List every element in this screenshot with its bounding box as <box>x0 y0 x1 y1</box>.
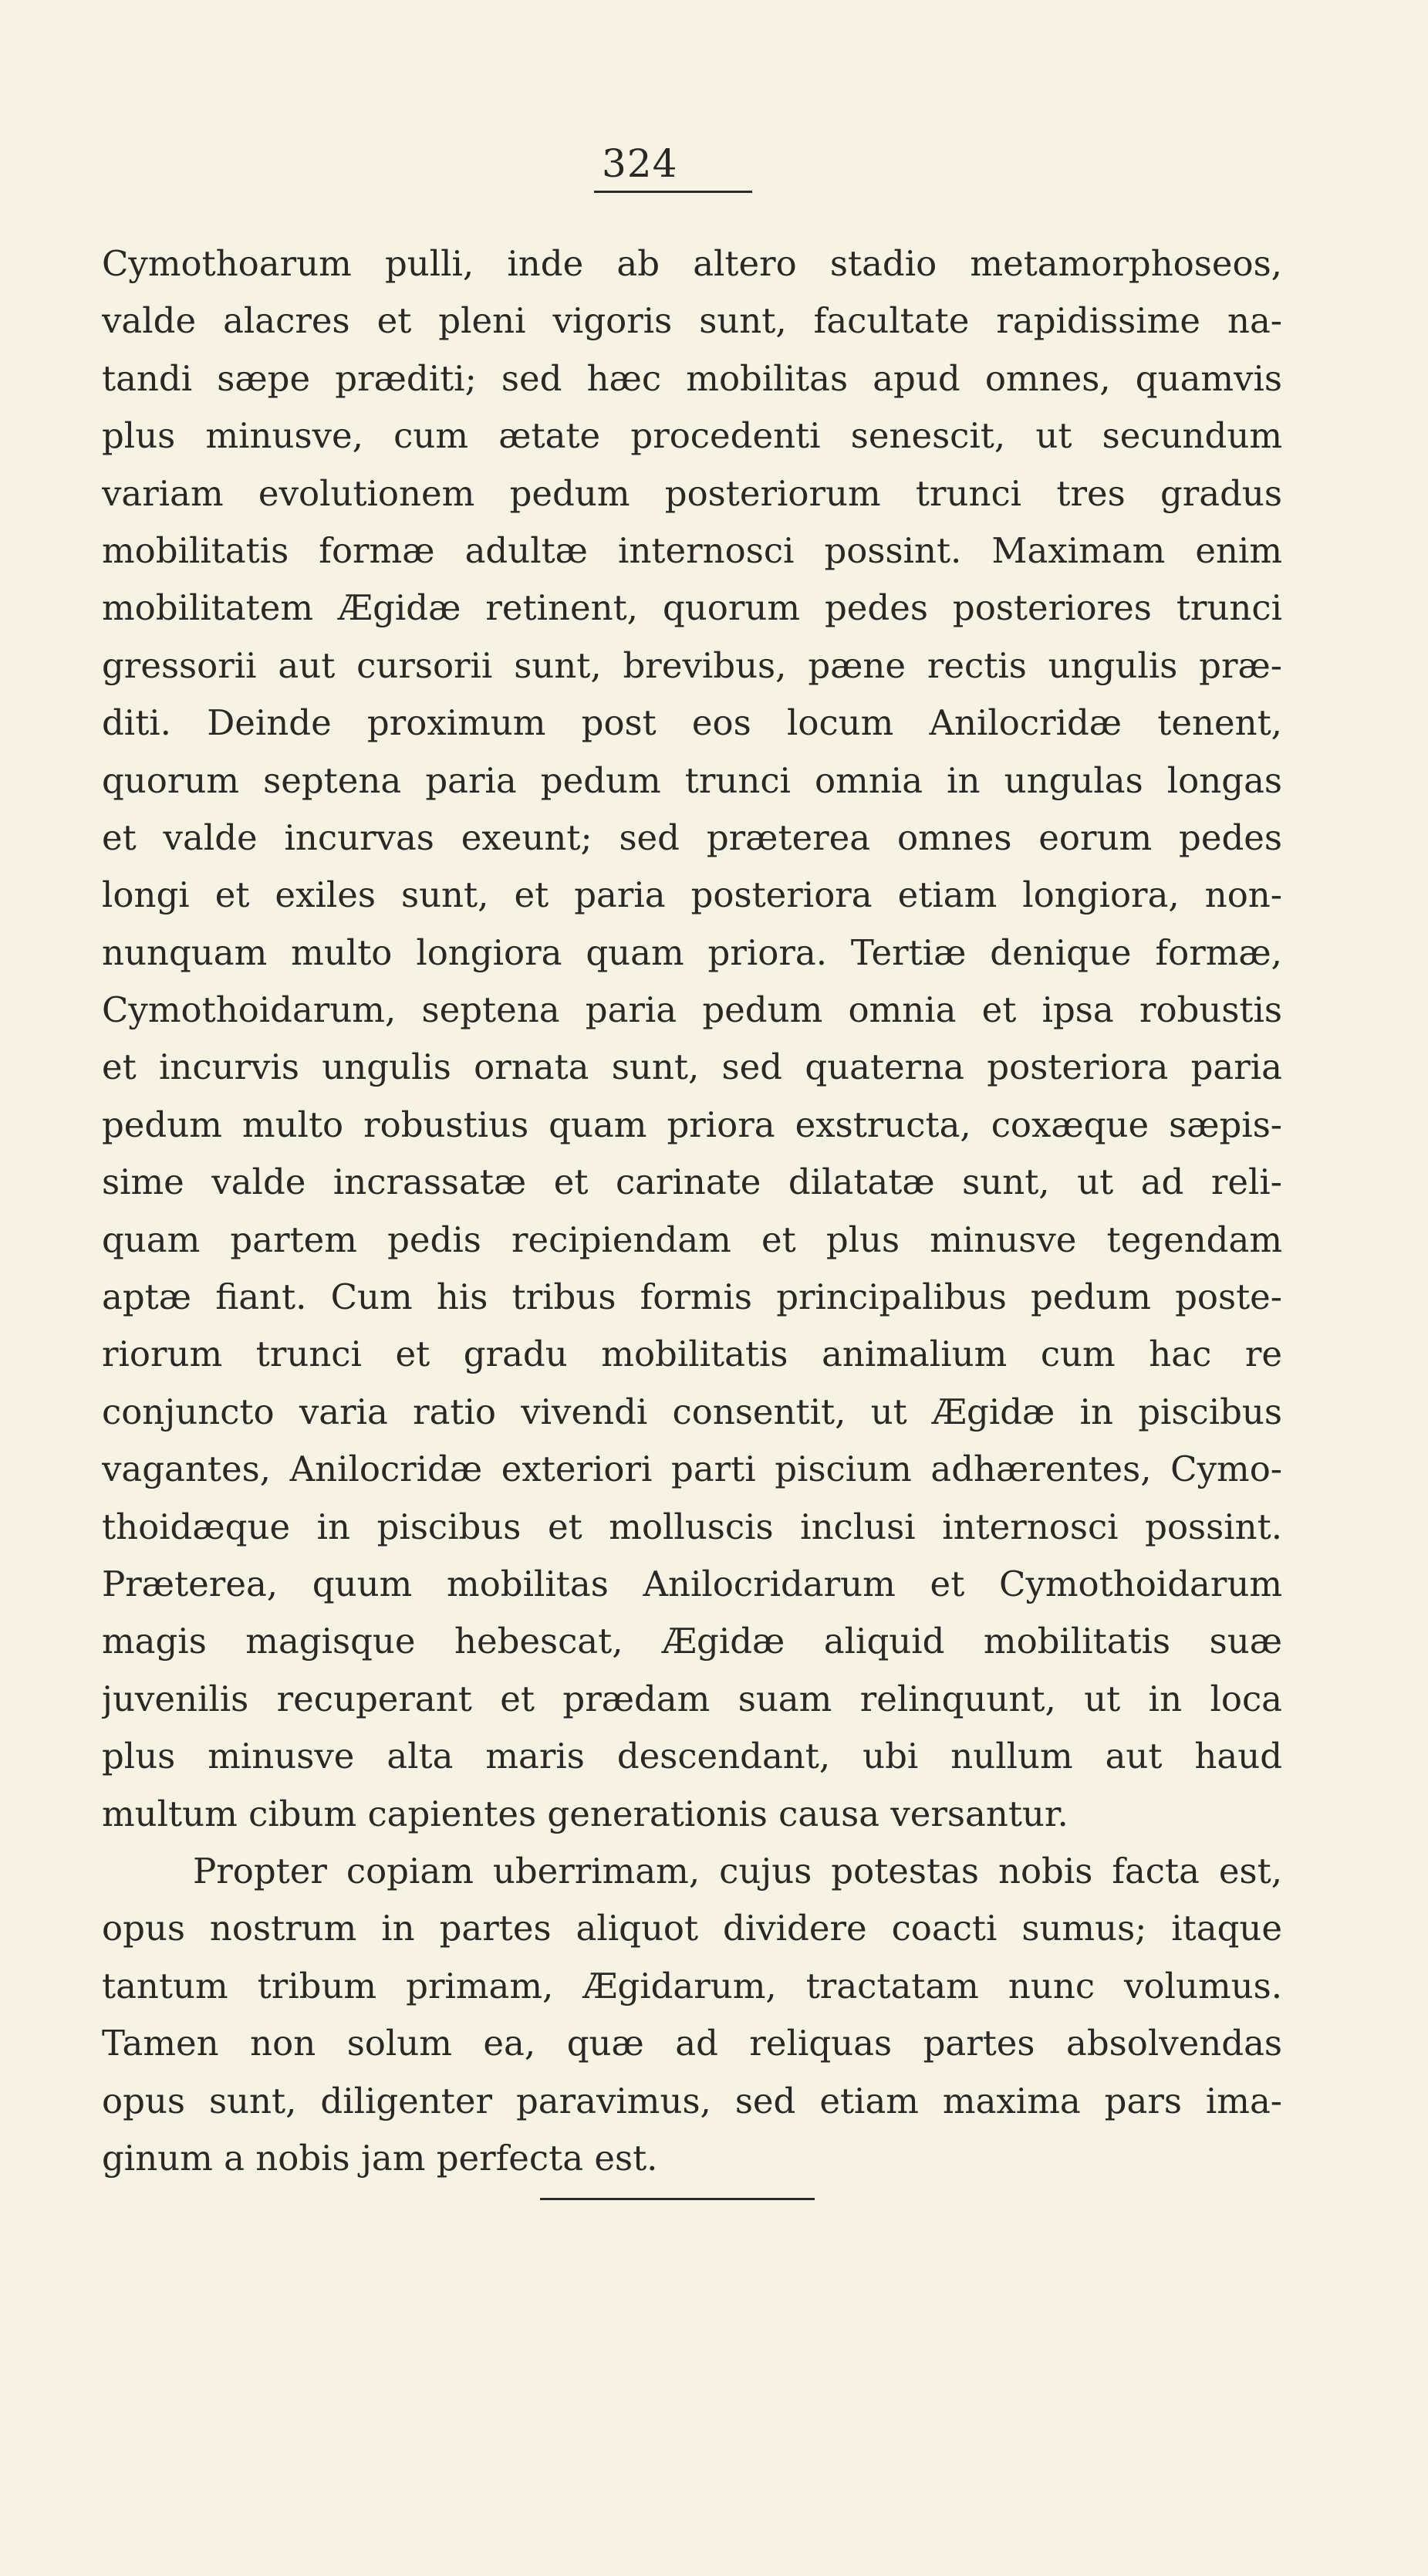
text-line: Tamen non solum ea, quæ ad reliquas partes absolvendas <box>102 2023 1282 2064</box>
text-line: vagantes, Anilocridæ exteriori parti piscium adhærentes, Cymo- <box>102 1449 1282 1490</box>
text-line: conjuncto varia ratio vivendi consentit, ut Ægidæ in piscibus <box>102 1391 1282 1432</box>
text-line: quorum septena paria pedum trunci omnia in ungulas longas <box>102 759 1282 801</box>
text-line: multum cibum capientes generationis causa versantur. <box>102 1793 1068 1834</box>
text-line: Propter copiam uberrimam, cujus potestas nobis facta est, <box>193 1850 1282 1891</box>
text-line: thoidæque in piscibus et molluscis inclusi internosci possint. <box>102 1506 1282 1547</box>
text-line: Cymothoidarum, septena paria pedum omnia et ipsa robustis <box>102 989 1282 1031</box>
text-line: gressorii aut cursorii sunt, brevibus, pæne rectis ungulis præ- <box>102 644 1282 686</box>
text-line: et incurvis ungulis ornata sunt, sed quaterna posteriora paria <box>102 1046 1282 1088</box>
text-line: Cymothoarum pulli, inde ab altero stadio metamorphoseos, <box>102 243 1282 284</box>
text-line: opus sunt, diligenter paravimus, sed etiam maxima pars ima- <box>102 2080 1282 2121</box>
text-line: magis magisque hebescat, Ægidæ aliquid mobilitatis suæ <box>102 1621 1282 1662</box>
text-line: juvenilis recuperant et prædam suam relinquunt, ut in loca <box>102 1678 1282 1719</box>
text-line: riorum trunci et gradu mobilitatis animalium cum hac re <box>102 1334 1282 1375</box>
text-line: ginum a nobis jam perfecta est. <box>102 2137 658 2179</box>
text-line: nunquam multo longiora quam priora. Tertiæ denique formæ, <box>102 931 1282 973</box>
text-line: valde alacres et pleni vigoris sunt, facultate rapidissime na- <box>102 300 1282 342</box>
body-text <box>102 235 1282 2187</box>
text-line: sime valde incrassatæ et carinate dilatatæ sunt, ut ad reli- <box>102 1161 1282 1203</box>
paragraph-1 <box>102 235 1282 1843</box>
paragraph-2 <box>102 1843 1282 2187</box>
text-line: quam partem pedis recipiendam et plus minusve tegendam <box>102 1219 1282 1260</box>
end-rule <box>540 2198 815 2200</box>
text-line: diti. Deinde proximum post eos locum Anilocridæ tenent, <box>102 702 1282 744</box>
text-line: mobilitatis formæ adultæ internosci possint. Maximam enim <box>102 529 1282 571</box>
text-line: plus minusve alta maris descendant, ubi nullum aut haud <box>102 1736 1282 1777</box>
text-line: aptæ fiant. Cum his tribus formis principalibus pedum poste- <box>102 1276 1282 1318</box>
text-line: tandi sæpe præditi; sed hæc mobilitas apud omnes, quamvis <box>102 357 1282 399</box>
text-line: longi et exiles sunt, et paria posteriora etiam longiora, non- <box>102 874 1282 916</box>
text-line: et valde incurvas exeunt; sed præterea omnes eorum pedes <box>102 816 1282 858</box>
text-line: tantum tribum primam, Ægidarum, tractatam nunc volumus. <box>102 1965 1282 2006</box>
page-number: 324 <box>602 141 678 186</box>
text-line: plus minusve, cum ætate procedenti senescit, ut secundum <box>102 415 1282 457</box>
text-line: Præterea, quum mobilitas Anilocridarum et Cymothoidarum <box>102 1563 1282 1604</box>
page-number-underline <box>594 191 752 193</box>
text-line: opus nostrum in partes aliquot dividere coacti sumus; itaque <box>102 1908 1282 1949</box>
text-line: mobilitatem Ægidæ retinent, quorum pedes posteriores trunci <box>102 587 1282 629</box>
text-line: pedum multo robustius quam priora exstructa, coxæque sæpis- <box>102 1104 1282 1145</box>
text-line: variam evolutionem pedum posteriorum trunci tres gradus <box>102 472 1282 514</box>
